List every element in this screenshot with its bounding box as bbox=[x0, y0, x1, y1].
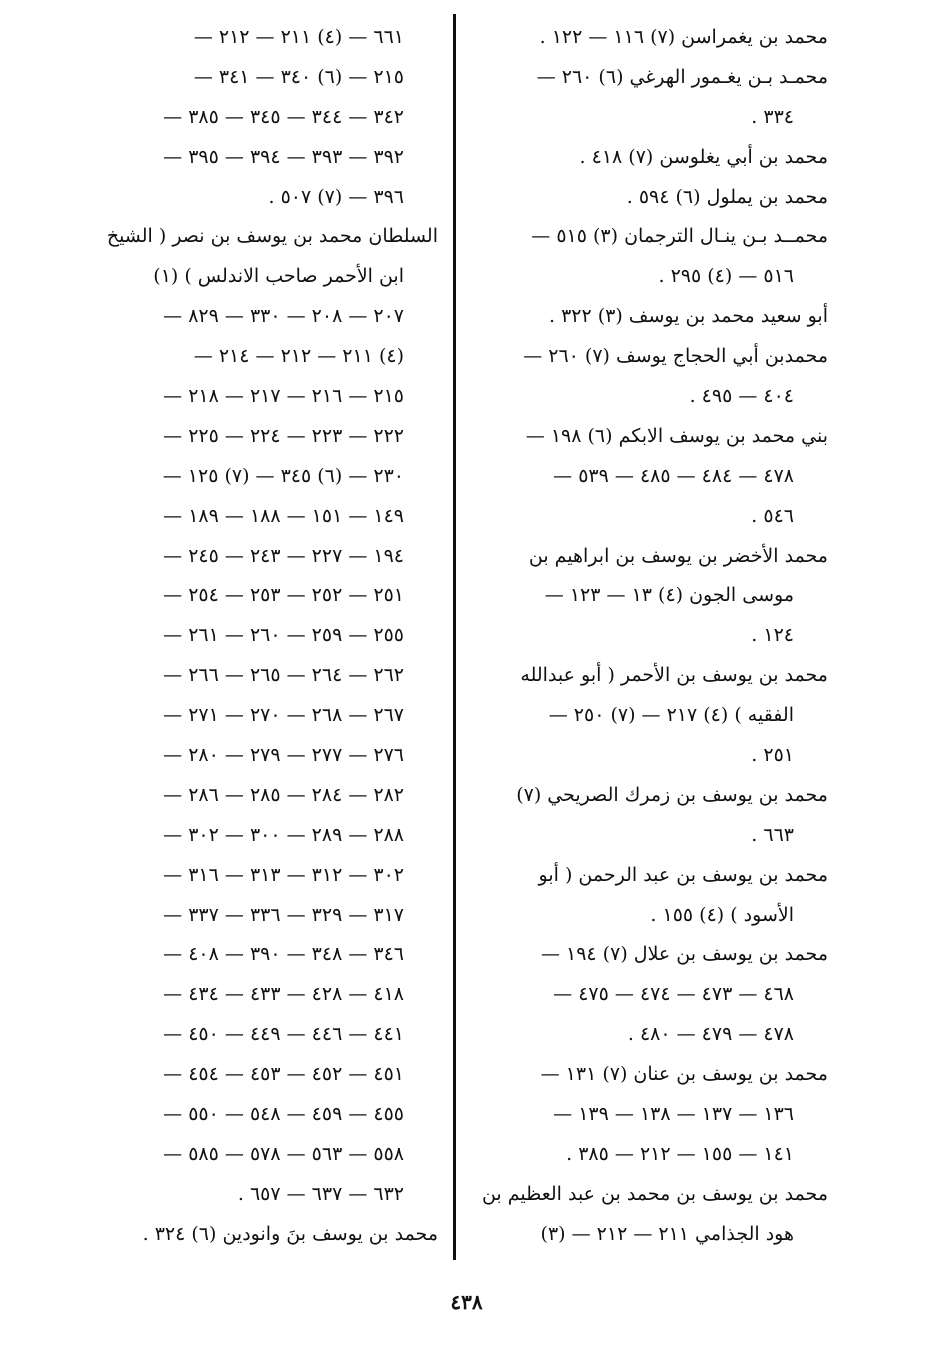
index-line: أبو سعيد محمد بن يوسف (٣) ٣٢٢ . bbox=[548, 305, 828, 328]
page-number: ٤٣٨ bbox=[450, 1290, 483, 1314]
index-line: ٤٥١ — ٤٥٢ — ٤٥٣ — ٤٥٤ — bbox=[163, 1063, 404, 1086]
index-line: محمد بن يوسف بن زمرك الصريحي (٧) bbox=[516, 783, 828, 806]
index-line: محمد الأخضر بن يوسف بن ابراهيم بن bbox=[528, 544, 828, 567]
index-line: محمد بن يوسف بن عبد الرحمن ( أبو bbox=[538, 863, 828, 886]
index-line: ١٣٦ — ١٣٧ — ١٣٨ — ١٣٩ — bbox=[553, 1103, 794, 1126]
left-column bbox=[86, 18, 438, 1255]
index-line: ٢٥١ . bbox=[751, 744, 794, 767]
index-line: محمد بن يوسف بنَ وانودين (٦) ٣٢٤ . bbox=[142, 1222, 438, 1245]
index-line: ١٤١ — ١٥٥ — ٢١٢ — ٣٨٥ . bbox=[566, 1142, 794, 1165]
index-line: ١٩٤ — ٢٢٧ — ٢٤٣ — ٢٤٥ — bbox=[163, 544, 404, 567]
index-line: ٢١٥ — (٦) ٣٤٠ — ٣٤١ — bbox=[193, 65, 404, 88]
index-line: ٤٧٨ — ٤٨٤ — ٤٨٥ — ٥٣٩ — bbox=[553, 464, 794, 487]
index-line: ابن الأحمر صاحب الاندلس ) (١) bbox=[153, 265, 404, 288]
index-line: ٣٤٢ — ٣٤٤ — ٣٤٥ — ٣٨٥ — bbox=[163, 105, 404, 128]
index-line: ٦٦٣ . bbox=[751, 823, 794, 846]
index-line: ٦٦١ — (٤) ٢١١ — ٢١٢ — bbox=[193, 26, 404, 48]
index-line: ٣٠٢ — ٣١٢ — ٣١٣ — ٣١٦ — bbox=[163, 863, 404, 886]
index-line: ٢٢٢ — ٢٢٣ — ٢٢٤ — ٢٢٥ — bbox=[163, 424, 404, 447]
column-divider bbox=[453, 14, 456, 1260]
index-line: ٤٤١ — ٤٤٦ — ٤٤٩ — ٤٥٠ — bbox=[163, 1023, 404, 1046]
index-line: محمد بن أبي يغلوسن (٧) ٤١٨ . bbox=[579, 145, 828, 168]
index-line: محمد بن يوسف بن الأحمر ( أبو عبدالله bbox=[520, 664, 828, 687]
index-line: الفقيه ) (٤) ٢١٧ — (٧) ٢٥٠ — bbox=[548, 704, 794, 727]
index-line: ٢٦٧ — ٢٦٨ — ٢٧٠ — ٢٧١ — bbox=[163, 704, 404, 727]
index-line: ٣٣٤ . bbox=[751, 105, 794, 128]
index-line: محمد بن يوسف بن محمد بن عبد العظيم بن bbox=[481, 1182, 828, 1205]
index-line: محمد بن يغمراسن (٧) ١١٦ — ١٢٢ . bbox=[539, 26, 828, 48]
index-line: ٢٦٢ — ٢٦٤ — ٢٦٥ — ٢٦٦ — bbox=[163, 664, 404, 687]
index-line: محمــد بـن ينـال الترجمان (٣) ٥١٥ — bbox=[531, 225, 828, 248]
index-line: بني محمد بن يوسف الابكم (٦) ١٩٨ — bbox=[525, 424, 828, 447]
index-line: ٤١٨ — ٤٢٨ — ٤٣٣ — ٤٣٤ — bbox=[163, 983, 404, 1006]
index-line: ٥٥٨ — ٥٦٣ — ٥٧٨ — ٥٨٥ — bbox=[163, 1142, 404, 1165]
index-line: (٤) ٢١١ — ٢١٢ — ٢١٤ — bbox=[193, 345, 404, 368]
index-line: ٥١٦ — (٤) ٢٩٥ . bbox=[658, 265, 794, 288]
index-line: ٣٩٦ — (٧) ٥٠٧ . bbox=[268, 185, 404, 208]
index-line: ٢٨٢ — ٢٨٤ — ٢٨٥ — ٢٨٦ — bbox=[163, 783, 404, 806]
index-line: محمد بن يملول (٦) ٥٩٤ . bbox=[626, 185, 828, 208]
index-line: محمد بن يوسف بن علال (٧) ١٩٤ — bbox=[540, 943, 828, 966]
index-line: ٥٤٦ . bbox=[751, 504, 794, 527]
index-line: محمد بن يوسف بن عنان (٧) ١٣١ — bbox=[540, 1063, 828, 1086]
index-line: ٤٥٥ — ٤٥٩ — ٥٤٨ — ٥٥٠ — bbox=[163, 1103, 404, 1126]
right-column bbox=[478, 18, 828, 1255]
index-line: السلطان محمد بن يوسف بن نصر ( الشيخ bbox=[106, 225, 438, 248]
index-line: ١٢٤ . bbox=[751, 624, 794, 647]
index-line: ٢٨٨ — ٢٨٩ — ٣٠٠ — ٣٠٢ — bbox=[163, 823, 404, 846]
index-line: محمدبن أبي الحجاج يوسف (٧) ٢٦٠ — bbox=[523, 345, 828, 368]
index-line: ٦٣٢ — ٦٣٧ — ٦٥٧ . bbox=[237, 1182, 404, 1205]
index-line: الأسود ) (٤) ١٥٥ . bbox=[650, 903, 794, 926]
index-line: ٣٩٢ — ٣٩٣ — ٣٩٤ — ٣٩٥ — bbox=[163, 145, 404, 168]
index-line: ٤٧٨ — ٤٧٩ — ٤٨٠ . bbox=[627, 1023, 794, 1046]
index-line: ٣٤٦ — ٣٤٨ — ٣٩٠ — ٤٠٨ — bbox=[163, 943, 404, 966]
index-line: ١٤٩ — ١٥١ — ١٨٨ — ١٨٩ — bbox=[163, 504, 404, 527]
index-line: محمـد بـن يغـمور الهرغي (٦) ٢٦٠ — bbox=[536, 65, 828, 88]
index-line: ٣١٧ — ٣٢٩ — ٣٣٦ — ٣٣٧ — bbox=[163, 903, 404, 926]
index-line: هود الجذامي ٢١١ — ٢١٢ — (٣) bbox=[540, 1222, 794, 1245]
index-line: موسى الجون (٤) ١٣ — ١٢٣ — bbox=[544, 584, 794, 607]
index-line: ٢٣٠ — (٦) ٣٤٥ — (٧) ١٢٥ — bbox=[162, 464, 404, 487]
index-line: ٤٠٤ — ٤٩٥ . bbox=[689, 385, 794, 408]
index-line: ٢٠٧ — ٢٠٨ — ٣٣٠ — ٨٢٩ — bbox=[163, 305, 404, 328]
index-line: ٢١٥ — ٢١٦ — ٢١٧ — ٢١٨ — bbox=[163, 385, 404, 408]
index-line: ٢٧٦ — ٢٧٧ — ٢٧٩ — ٢٨٠ — bbox=[163, 744, 404, 767]
index-line: ٢٥٥ — ٢٥٩ — ٢٦٠ — ٢٦١ — bbox=[163, 624, 404, 647]
index-line: ٢٥١ — ٢٥٢ — ٢٥٣ — ٢٥٤ — bbox=[163, 584, 404, 607]
index-line: ٤٦٨ — ٤٧٣ — ٤٧٤ — ٤٧٥ — bbox=[553, 983, 794, 1006]
